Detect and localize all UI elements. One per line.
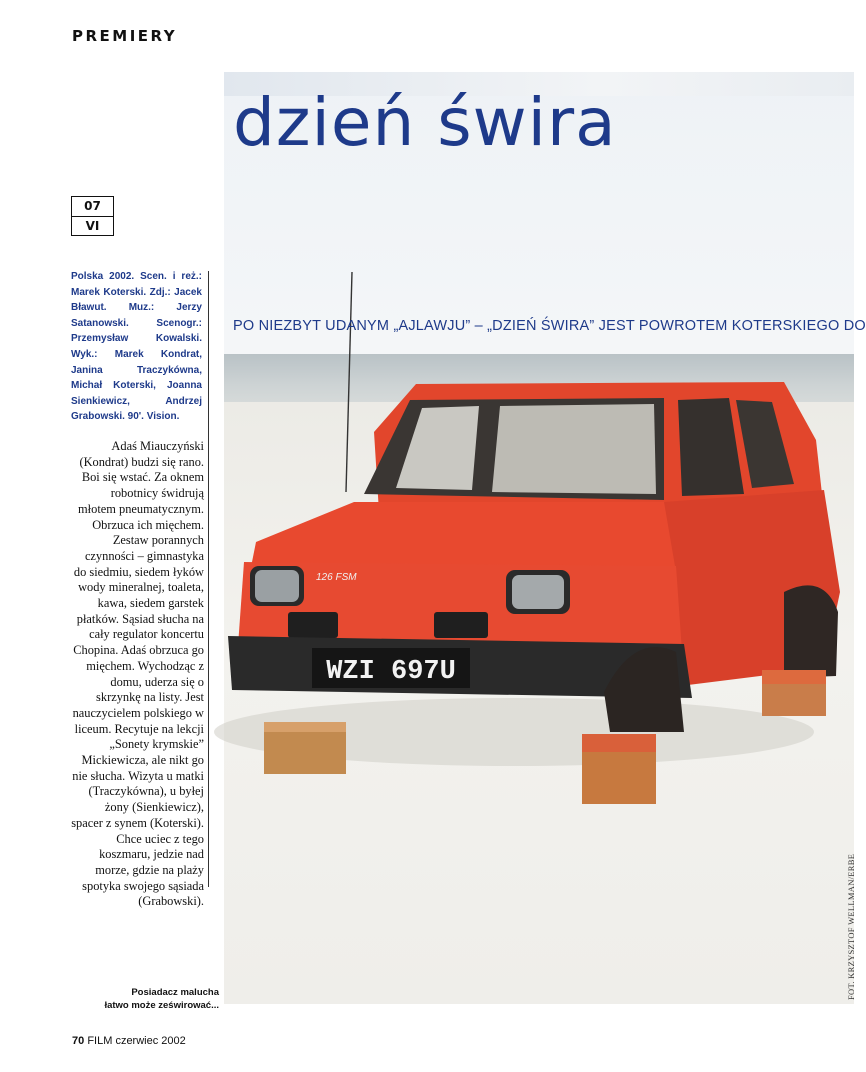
page-footer — [72, 1035, 186, 1047]
photo-credit: FOT. KRZYSZTOF WELLMAN/ERBE — [846, 853, 856, 1000]
caption-line-2: łatwo może ześwirować... — [104, 1000, 219, 1011]
caption-line-1: Posiadacz malucha — [131, 987, 219, 998]
car-illustration — [224, 72, 866, 1004]
film-credits: Polska 2002. Scen. i reż.: Marek Koterski. Zdj.: Jacek Bławut. Muz.: Jerzy Satanowski. Scenogr.: Przemysław Kowalski. Wyk.: Marek Kondrat, Janina Traczykówna, Michał Koterski, Joanna Sienkiewicz, Andrzej Grabowski. 90'. Vision. — [71, 271, 202, 423]
car-badge: 126 FSM — [316, 572, 357, 583]
date-month: VI — [72, 216, 113, 235]
article-headline: dzień świra — [233, 84, 617, 161]
film-synopsis: Adaś Miauczyński (Kondrat) budzi się rano. Boi się wstać. Za oknem robotnicy świdrują młotem pneumatycznym. Obrzuca ich mięchem. Zestaw porannych czynności – gimnastyka do siedmiu, siedem łyków wody mineralnej, toaleta, kawa, siedem garstek płatków. Sąsiad słucha na cały regulator koncertu Chopina. Adaś obrzuca go mięchem. Wychodząc z domu, uderza się o skrzynkę na listy. Jest nauczycielem polskiego w liceum. Recytuje na lekcji „Sonety krymskie” Mickiewicza, ale nikt go nie słucha. Wizyta u matki (Traczykówna), u byłej żony (Sienkiewicz), spacer z synem (Koterski). Chce uciec z tego koszmaru, jedzie nad morze, gdzie na plaży spotyka swojego sąsiada (Grabowski). — [71, 439, 204, 909]
issue-date: czerwiec 2002 — [115, 1035, 186, 1047]
premiere-date — [71, 196, 114, 236]
section-label: PREMIERY — [72, 27, 178, 45]
article-lead: PO NIEZBYT UDANYM „AJLAWJU” – „DZIEŃ ŚWIRA” JEST POWROTEM KOTERSKIEGO DO — [233, 318, 866, 334]
car-photo — [224, 72, 866, 1004]
license-plate: WZI 697U — [326, 657, 456, 687]
column-rule — [208, 271, 209, 887]
magazine-name: FILM — [87, 1035, 113, 1047]
photo-caption — [80, 986, 219, 1012]
date-day: 07 — [84, 199, 101, 213]
page-number: 70 — [72, 1035, 85, 1047]
